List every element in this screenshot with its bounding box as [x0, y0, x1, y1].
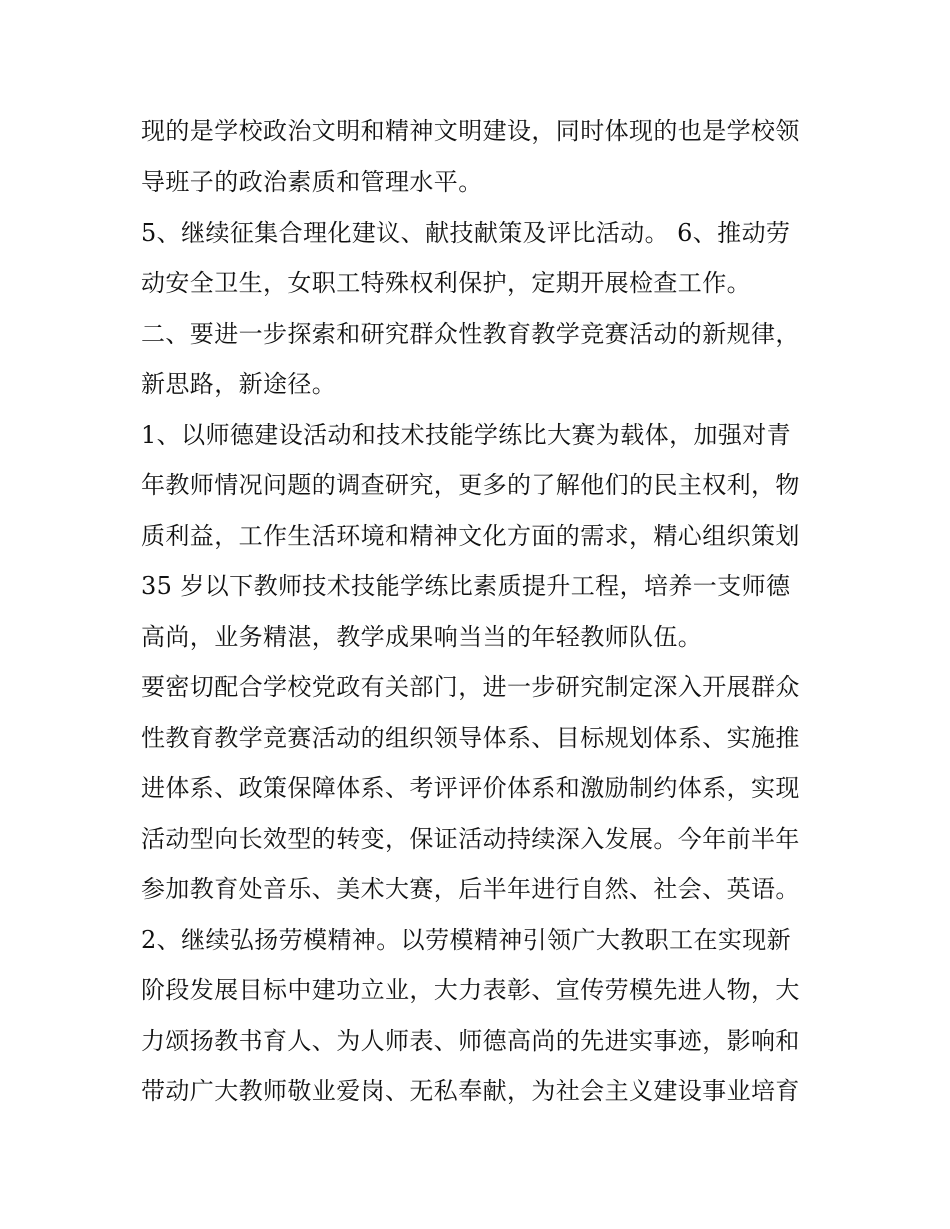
text-line: 新思路，新途径。	[141, 370, 337, 398]
text-line: 35 岁以下教师技术技能学练比素质提升工程，培养一支师德	[141, 572, 791, 600]
text-line: 进体系、政策保障体系、考评评价体系和激励制约体系，实现	[141, 774, 800, 802]
text-line: 高尚，业务精湛，教学成果响当当的年轻教师队伍。	[141, 623, 703, 651]
text-line: 二、要进一步探索和研究群众性教育教学竞赛活动的新规律，	[141, 320, 800, 348]
text-line: 力颂扬教书育人、为人师表、师德高尚的先进实事迹，影响和	[141, 1027, 800, 1055]
text-line: 阶段发展目标中建功立业，大力表彰、宣传劳模先进人物，大	[141, 976, 800, 1004]
text-line: 质利益，工作生活环境和精神文化方面的需求，精心组织策划	[141, 522, 800, 550]
text-line: 要密切配合学校党政有关部门，进一步研究制定深入开展群众	[141, 673, 800, 701]
text-line: 性教育教学竞赛活动的组织领导体系、目标规划体系、实施推	[141, 724, 800, 752]
text-line: 现的是学校政治文明和精神文明建设，同时体现的也是学校领	[141, 117, 800, 145]
text-line: 5、继续征集合理化建议、献技献策及评比活动。 6、推动劳	[141, 219, 791, 247]
text-line: 动安全卫生，女职工特殊权利保护，定期开展检查工作。	[141, 269, 751, 297]
text-line: 带动广大教师敬业爱岗、无私奉献，为社会主义建设事业培育	[141, 1077, 800, 1105]
text-line: 2、继续弘扬劳模精神。以劳模精神引领广大教职工在实现新	[141, 926, 792, 954]
text-line: 活动型向长效型的转变，保证活动持续深入发展。今年前半年	[141, 825, 800, 853]
text-line: 导班子的政治素质和管理水平。	[141, 168, 483, 196]
text-line: 参加教育处音乐、美术大赛，后半年进行自然、社会、英语。	[141, 875, 800, 903]
text-line: 年教师情况问题的调查研究，更多的了解他们的民主权利，物	[141, 471, 800, 499]
text-line: 1、以师德建设活动和技术技能学练比大赛为载体，加强对青	[141, 421, 792, 449]
